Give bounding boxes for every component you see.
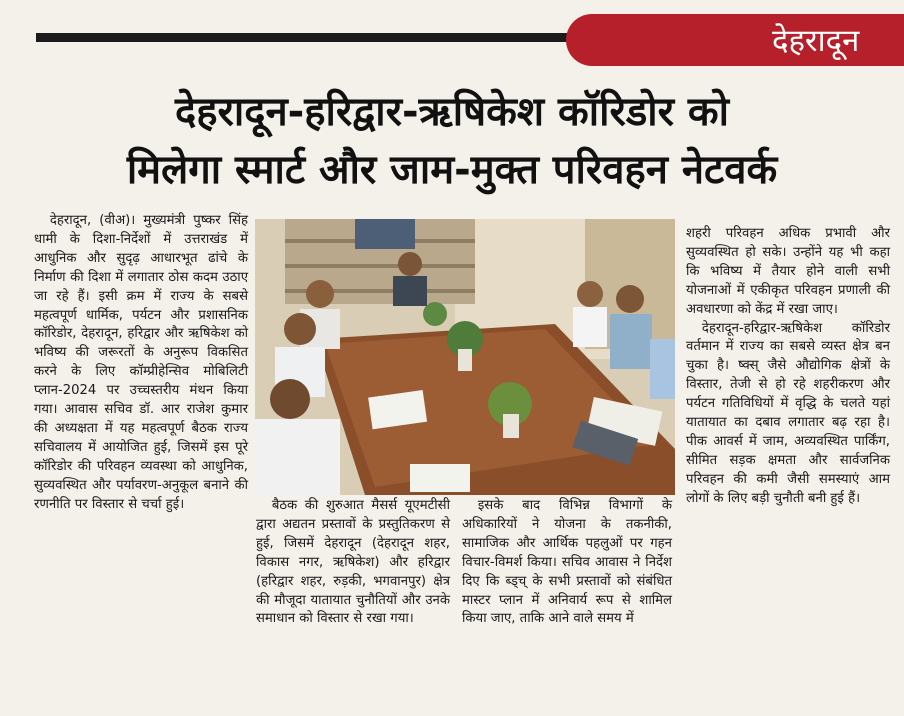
meeting-photo-illustration (255, 219, 675, 495)
article-paragraph: शहरी परिवहन अधिक प्रभावी और सुव्यवस्थित हो सके। उन्होंने यह भी कहा कि भविष्य में तैयार होने वाली सभी योजनाओं में एकीकृत परिवहन प्रणाली की अवधारणा को केंद्र में रखा जाए। (686, 226, 890, 317)
section-rule (36, 33, 596, 42)
article-column-1 (34, 212, 248, 515)
headline (20, 83, 884, 199)
article-paragraph: बैठक की शुरुआत मैसर्स यूएमटीसी द्वारा अद्यतन प्रस्तावों के प्रस्तुतिकरण से हुई, जिसमें देहरादून (देहरादून शहर, विकास नगर, ऋषिकेश) और हरिद्वार (हरिद्वार शहर, रुड़की, भगवानपुर) क्षेत्र की मौजूदा यातायात चुनौतियों और उनके समाधान को विस्तार से रखा गया। (256, 498, 450, 627)
article-paragraph: इसके बाद विभिन्न विभागों के अधिकारियों ने योजना के तकनीकी, सामाजिक और आर्थिक पहलुओं पर गहन विचार-विमर्श किया। सचिव आवास ने निर्देश दिए कि ब्ड्च् के सभी प्रस्तावों को संबंधित मास्टर प्लान में अनिवार्य रूप से शामिल किया जाए, ताकि आने वाले समय में (462, 498, 672, 627)
section-city-label: देहरादून (772, 23, 860, 59)
article-column-2 (256, 497, 450, 629)
article-column-3 (462, 497, 672, 629)
headline-line-1: देहरादून-हरिद्वार-ऋषिकेश कॉरिडोर को (175, 89, 729, 135)
article-column-4 (686, 225, 890, 509)
meeting-photo (255, 219, 675, 495)
article-paragraph: देहरादून, (वीअ)। मुख्यमंत्री पुष्कर सिंह धामी के दिशा-निर्देशों में उत्तराखंड में आधुनिक और सुदृढ़ आधारभूत ढांचे के निर्माण की दिशा में लगातार ठोस कदम उठाए जा रहे हैं। इसी क्रम में राज्य के सबसे महत्वपूर्ण धार्मिक, पर्यटन और प्रशासनिक कॉरिडोर, देहरादून, हरिद्वार और ऋषिकेश को भविष्य की जरूरतों के अनुरूप विकसित करने के लिए कॉम्प्रीहेन्सिव मोबिलिटी प्लान-2024 पर उच्चस्तरीय मंथन किया गया। आवास सचिव डॉ. आर राजेश कुमार की अध्यक्षता में यह महत्वपूर्ण बैठक राज्य सचिवालय में आयोजित हुई, जिसमें इस पूरे कॉरिडोर की परिवहन व्यवस्था को आधुनिक, सुव्यवस्थित और पर्यावरण-अनुकूल बनाने की रणनीति पर विस्तार से चर्चा हुई। (34, 213, 248, 512)
article-paragraph: देहरादून-हरिद्वार-ऋषिकेश कॉरिडोर वर्तमान में राज्य का सबसे व्यस्त क्षेत्र बन चुका है। ष्क्स् जैसे औद्योगिक क्षेत्रों के विस्तार, तेजी से हो रहे शहरीकरण और पर्यटन गतिविधियों में वृद्धि के चलते यहां यातायात का दबाव लगातार बढ़ रहा है। पीक आवर्स में जाम, अव्यवस्थित पार्किंग, सीमित सड़क क्षमता और सार्वजनिक परिवहन की कमी जैसी समस्याएं आम लोगों के लिए बड़ी चुनौती बनी हुई हैं। (686, 320, 890, 506)
headline-line-2: मिलेगा स्मार्ट और जाम-मुक्त परिवहन नेटवर्क (126, 147, 778, 193)
